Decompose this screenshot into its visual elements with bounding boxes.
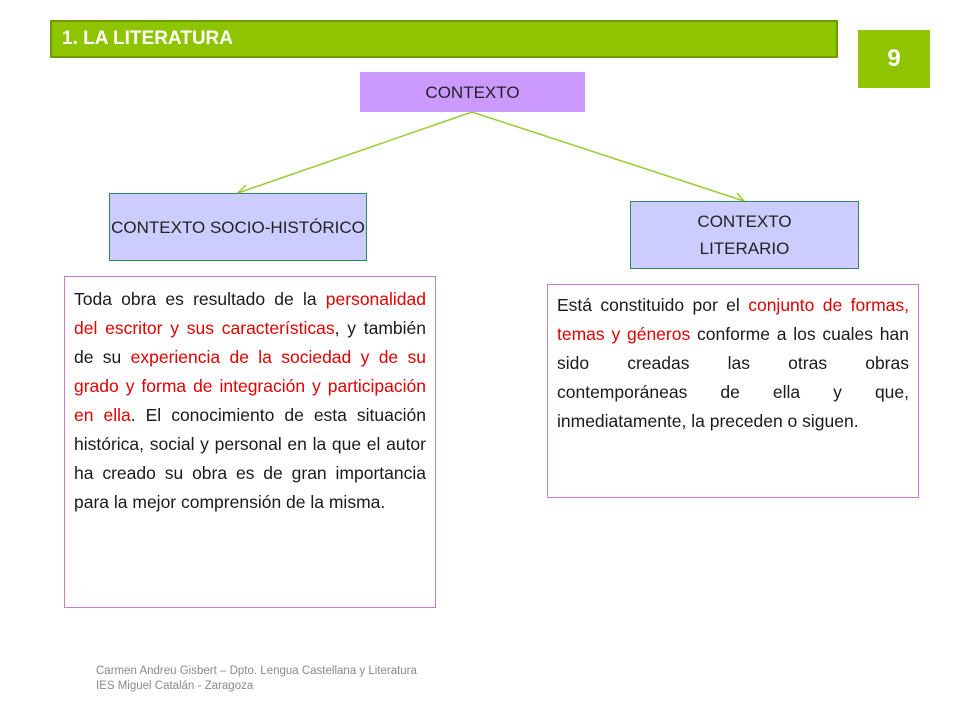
footer-line-author: Carmen Andreu Gisbert – Dpto. Lengua Castellana y Literatura — [96, 665, 417, 677]
connector-right — [472, 112, 744, 201]
literary-context-box — [630, 201, 859, 269]
right-text-highlight: conjunto de formas, temas y géneros — [557, 295, 909, 344]
footer-credits — [96, 664, 417, 694]
left-text-part-2: , y también de su — [74, 318, 426, 367]
literary-context-label: CONTEXTO LITERARIO — [697, 212, 792, 258]
socio-historical-box — [109, 193, 367, 261]
left-text-part-3: . El conocimiento de esta situación histórica, social y personal en la que el autor ha creado su obra es de gran importancia para la mejor comprensión de la misma. — [74, 405, 426, 512]
right-text-part-1: Está constituido por el — [557, 295, 749, 315]
connector-left — [238, 112, 472, 193]
context-root-label: CONTEXTO — [425, 82, 520, 102]
footer-line-school: IES Miguel Catalán - Zaragoza — [96, 680, 254, 692]
literary-context-description — [547, 284, 919, 498]
page-number: 9 — [887, 45, 901, 72]
section-title: 1. LA LITERATURA — [62, 28, 233, 49]
socio-historical-description — [64, 276, 436, 608]
left-text-highlight-2: experiencia de la sociedad y de su grado y forma de integración y participación en ella — [74, 347, 426, 425]
socio-historical-label: CONTEXTO SOCIO-HISTÓRICO — [111, 217, 365, 237]
context-root-box — [360, 72, 585, 112]
left-text-highlight-1: personalidad del escritor y sus características — [74, 289, 426, 338]
left-text-part-1: Toda obra es resultado de la — [74, 289, 326, 309]
right-text-part-2: conforme a los cuales han sido creadas las otras obras contemporáneas de ella y que, inmediatamente, la preceden o siguen. — [557, 324, 909, 431]
